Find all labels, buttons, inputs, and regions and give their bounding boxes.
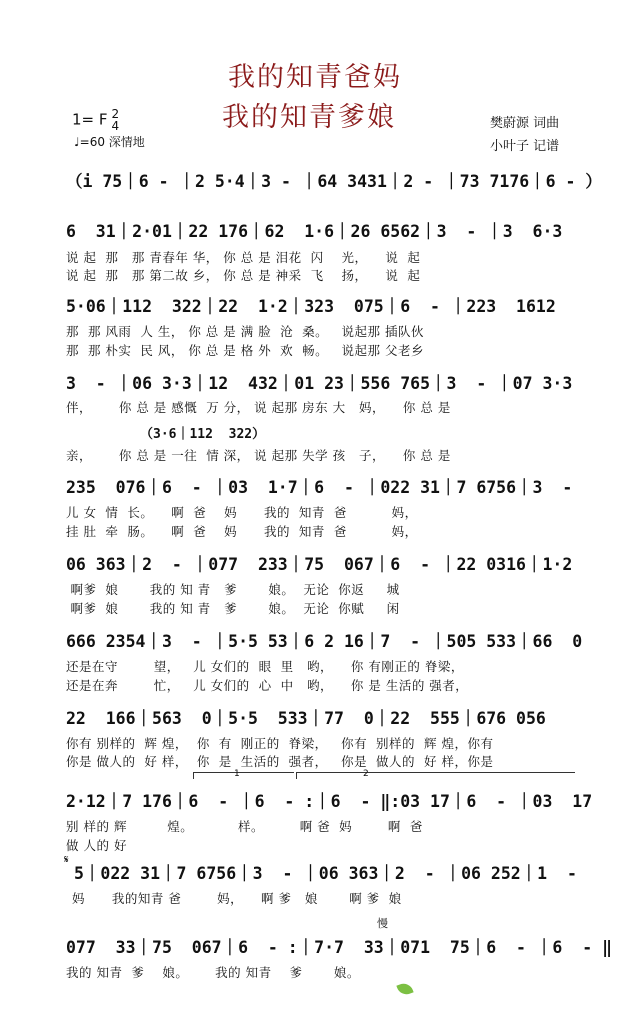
time-top: 2 [111, 107, 120, 121]
score-row-6-lyric2: 啊爹 娘 我的 知 青 爹 娘。 无论 你赋 闲 [66, 601, 400, 616]
intro-notes: （i 75｜6 - ｜2 5·4｜3 - ｜64 3431｜2 - ｜73 7176｜6 - ） [66, 172, 602, 191]
volta-2-label: 2 [363, 769, 369, 779]
score-row-8-lyric2: 你是 做人的 好 样， 你 是 生活的 强者， 你是 做人的 好 样，你是 [66, 754, 494, 769]
key-label: 1= F [72, 110, 108, 129]
slow-marking: 慢 [377, 917, 388, 930]
volta-2 [296, 769, 575, 779]
score-row-7-notes: 666 2354｜3 - ｜5·5 53｜6 2 16｜7 - ｜505 533｜66 0 [66, 632, 583, 651]
score-row-3-lyric1: 伴， 你 总 是 感慨 万 分， 说 起那 房东 大 妈， 你 总 是 [66, 400, 451, 415]
score-row-2-lyric1: 那 那 风雨 人 生， 你 总 是 满 脸 沧 桑。 说起那 插队伙 [66, 324, 424, 339]
score-row-10-notes: 5｜022 31｜7 6756｜3 - ｜06 363｜2 - ｜06 252｜1 - [74, 864, 577, 883]
score-row-9-notes: 2·12｜7 176｜6 - ｜6 - :｜6 - ‖:03 17｜6 - ｜03 17 [66, 792, 593, 811]
score-row-11-notes: 077 33｜75 067｜6 - :｜7·7 33｜071 75｜6 - ｜6 - ‖ [66, 938, 613, 957]
time-bottom: 4 [111, 119, 120, 133]
leaf-icon [396, 981, 413, 997]
score-row-8-notes: 22 166｜563 0｜5·5 533｜77 0｜22 555｜676 056 [66, 709, 546, 728]
tempo-marking: ♩=60 深情地 [74, 135, 145, 149]
score-row-9-lyric1: 别 样的 辉 煌。 样。 啊 爸 妈 啊 爸 [66, 819, 423, 834]
score-row-2-notes: 5·06｜112 322｜22 1·2｜323 075｜6 - ｜223 1612 [66, 297, 556, 316]
score-row-1-lyric2: 说 起 那 那 第二故 乡， 你 总 是 神采 飞 扬， 说 起 [66, 268, 421, 283]
score-row-1-lyric1: 说 起 那 那 青春年 华， 你 总 是 泪花 闪 光， 说 起 [66, 250, 421, 265]
song-title-line1: 我的知青爸妈 [228, 62, 402, 93]
score-row-10-lyric1: 妈 我的知青 爸 妈， 啊 爹 娘 啊 爹 娘 [72, 891, 402, 906]
notator-credit: 小叶子 记谱 [490, 139, 560, 154]
volta-1 [193, 769, 294, 779]
author-credit: 樊蔚源 词曲 [490, 116, 560, 131]
score-row-5-lyric1: 儿 女 情 长。 啊 爸 妈 我的 知青 爸 妈， [66, 505, 418, 520]
time-signature [112, 108, 120, 132]
score-row-2-lyric2: 那 那 朴实 民 风， 你 总 是 格 外 欢 畅。 说起那 父老乡 [66, 343, 424, 358]
score-row-6-lyric1: 啊爹 娘 我的 知 青 爹 娘。 无论 你返 城 [66, 582, 400, 597]
score-row-5-lyric2: 挂 肚 牵 肠。 啊 爸 妈 我的 知青 爸 妈， [66, 524, 418, 539]
score-row-9-lyric2: 做 人的 好 [66, 838, 127, 853]
score-row-7-lyric1: 还是在守 望， 儿 女们的 眼 里 哟， 你 有刚正的 脊梁， [66, 659, 464, 674]
score-row-6-notes: 06 363｜2 - ｜077 233｜75 067｜6 - ｜22 0316｜1·2 [66, 555, 573, 574]
score-row-5-notes: 235 076｜6 - ｜03 1·7｜6 - ｜022 31｜7 6756｜3 - [66, 478, 573, 497]
volta-1-label: 1 [234, 769, 240, 779]
score-row-4-lyric1: 亲， 你 总 是 一往 情 深， 说 起那 失学 孩 子， 你 总 是 [66, 448, 451, 463]
score-row-8-lyric1: 你有 别样的 辉 煌， 你 有 刚正的 脊梁， 你有 别样的 辉 煌，你有 [66, 736, 494, 751]
key-signature [72, 108, 119, 132]
score-row-11-lyric1: 我的 知青 爹 娘。 我的 知青 爹 娘。 [66, 965, 360, 980]
score-row-7-lyric2: 还是在奔 忙， 儿 女们的 心 中 哟， 你 是 生活的 强者， [66, 678, 469, 693]
song-title-line2: 我的知青爹娘 [222, 102, 396, 133]
alt-notes: （3·6｜112 322） [140, 427, 266, 442]
segno-mark: 𝄋 [64, 853, 69, 866]
score-row-1-notes: 6 31｜2·01｜22 176｜62 1·6｜26 6562｜3 - ｜3 6·3 [66, 222, 563, 241]
score-row-3-notes: 3 - ｜06 3·3｜12 432｜01 23｜556 765｜3 - ｜07 3·3 [66, 374, 573, 393]
